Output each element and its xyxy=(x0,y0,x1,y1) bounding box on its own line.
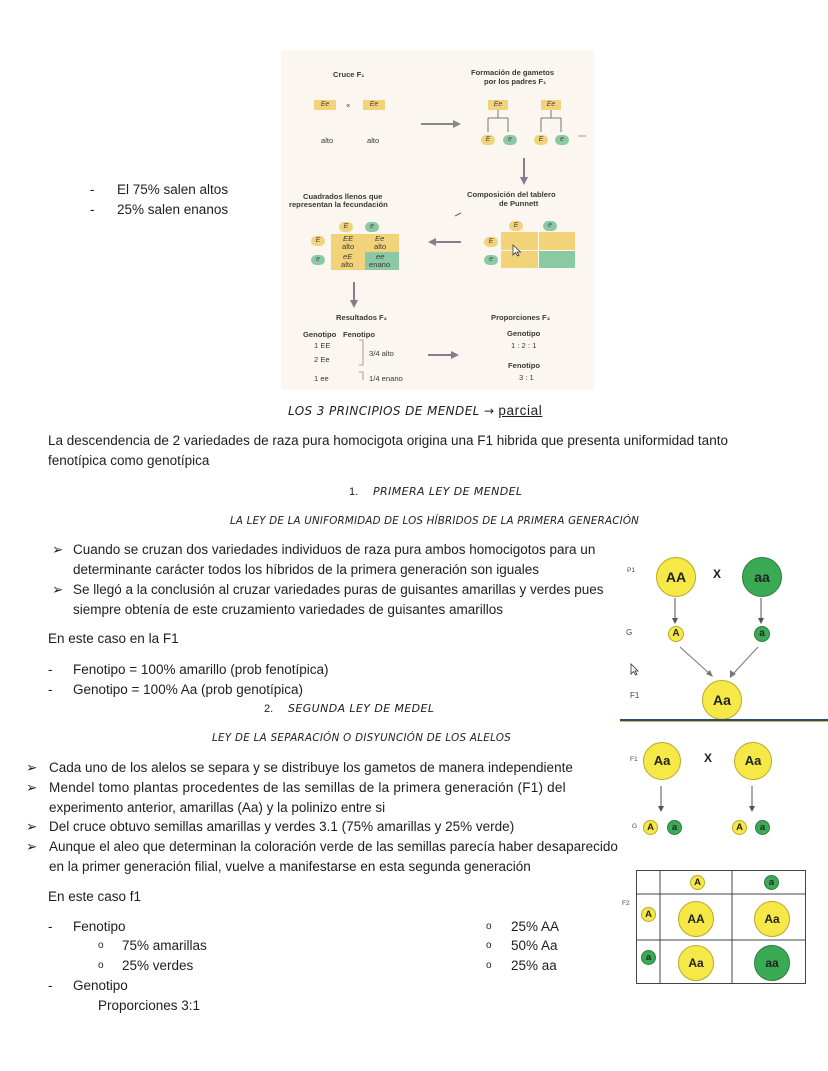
sec1-bullet-2-line-2: siempre obtenía de este cruzamiento variedades de guisantes amarillos xyxy=(73,602,503,617)
mendel-cross-figure xyxy=(281,50,594,390)
cell-ee-enano: enano xyxy=(369,260,391,269)
figure-cruce-title: Cruce F₁ xyxy=(333,70,365,79)
parent-AA-circle: AA xyxy=(656,557,696,597)
f1-Aa-circle: Aa xyxy=(702,680,742,720)
fenotipo-item-2: 25% verdes xyxy=(122,958,194,973)
cell-EE: EE xyxy=(343,234,354,243)
sec2-bullet-2-line-2: experimento anterior, amarillas (Aa) y la polinizo entre si xyxy=(49,800,386,815)
proporciones: Proporciones 3:1 xyxy=(98,998,201,1013)
circle-bullet: o xyxy=(98,960,104,971)
sec2-bullet-2-line-1: Mendel tomo plantas procedentes de las semillas de la primera generación (F1) del xyxy=(49,780,566,795)
main-title-link[interactable]: parcial xyxy=(498,403,543,418)
f2-punnett-square xyxy=(636,870,806,984)
prop-feno-val: 3 : 1 xyxy=(519,373,534,382)
cross-x: X xyxy=(704,751,713,765)
cell-eE-alto: alto xyxy=(341,260,354,269)
f2-cell-AA: AA xyxy=(678,901,714,937)
bullet-dash: - xyxy=(48,978,53,993)
cell-Ee: Ee xyxy=(375,234,385,243)
genotipo-item-2: 50% Aa xyxy=(511,938,558,953)
circle-bullet: o xyxy=(486,940,492,951)
gamete-A-circle: A xyxy=(668,626,684,642)
arrow-bullet: ➢ xyxy=(26,780,38,795)
empty-grid-right-top xyxy=(539,232,575,250)
f2-cell-aa: aa xyxy=(754,945,790,981)
f2-col-A: A xyxy=(690,875,705,890)
f2-col-a: a xyxy=(764,875,779,890)
result-2Ee: 2 Ee xyxy=(314,355,330,364)
genotipo-col: Genotipo xyxy=(303,330,337,339)
arrow-bullet: ➢ xyxy=(26,839,38,854)
label-g: G xyxy=(632,823,638,830)
cell-ee: ee xyxy=(376,252,385,261)
arrow-bullet: ➢ xyxy=(52,582,64,597)
gamete-a-right: a xyxy=(755,820,770,835)
genotipo-label: Genotipo xyxy=(73,978,128,993)
sec1-genotipo: Genotipo = 100% Aa (prob genotípica) xyxy=(73,682,304,697)
empty-side-E: E xyxy=(484,237,498,247)
empty-top-e: e xyxy=(543,221,557,231)
bullet-dash: - xyxy=(48,919,53,934)
sec2-number: 2. xyxy=(264,703,274,715)
f2-cell-Aa-bottom: Aa xyxy=(678,945,714,981)
gamete-A-right: A xyxy=(732,820,747,835)
cross-x: X xyxy=(713,567,722,581)
figure-gametos-title-1: Formación de gametos xyxy=(471,68,555,77)
sec1-subtitle: LA LEY DE LA UNIFORMIDAD DE LOS HÍBRIDOS DE LA PRIMERA GENERACIÓN xyxy=(230,515,640,527)
label-f1: F1 xyxy=(630,756,638,763)
sec1-case: En este caso en la F1 xyxy=(48,631,179,646)
label-p1: P1 xyxy=(627,567,635,574)
resultados-title: Resultados F₂ xyxy=(336,313,388,322)
intro-line-2: fenotípica como genotípica xyxy=(48,453,210,468)
circle-bullet: o xyxy=(486,921,492,932)
f2-row-a: a xyxy=(641,950,656,965)
result-1EE: 1 EE xyxy=(314,341,331,350)
arrow-bullet: ➢ xyxy=(26,760,38,775)
genotipo-item-3: 25% aa xyxy=(511,958,557,973)
second-law-diagram xyxy=(618,734,828,844)
gamete-a-left: a xyxy=(667,820,682,835)
result-alto: 3/4 alto xyxy=(369,349,394,358)
first-law-diagram xyxy=(618,552,828,722)
parent-Aa-left: Aa xyxy=(643,742,681,780)
gamete-E-2: E xyxy=(534,135,548,145)
grid-divider xyxy=(538,232,539,268)
alto-right: alto xyxy=(367,136,380,145)
parent-aa-circle: aa xyxy=(742,557,782,597)
gamete-e-2: e xyxy=(555,135,569,145)
prop-fenotipo: Fenotipo xyxy=(508,361,541,370)
result-enano: 1/4 enano xyxy=(369,374,403,383)
cursor-icon xyxy=(512,244,522,257)
sec2-subtitle: LEY DE LA SEPARACIÓN O DISYUNCIÓN DE LOS ALELOS xyxy=(212,732,512,744)
arrow-bullet: ➢ xyxy=(26,819,38,834)
fenotipo-label: Fenotipo xyxy=(73,919,126,934)
cuadrados-title-1: Cuadrados llenos que xyxy=(303,192,383,201)
top-bullet-1: El 75% salen altos xyxy=(117,182,229,197)
f2-row-A: A xyxy=(641,907,656,922)
sec2-bullet-1: Cada uno de los alelos se separa y se distribuye los gametos de manera independiente xyxy=(49,760,573,775)
main-title-text: LOS 3 PRINCIPIOS DE MENDEL → xyxy=(288,404,495,418)
sec2-bullet-4-line-2: en la primer generación filial, vuelve a manifestarse en esta segunda generación xyxy=(49,859,531,874)
gamete-parent-left: Ee xyxy=(488,100,508,110)
proporciones-title: Proporciones F₂ xyxy=(491,313,551,322)
figure-gametos-title-2: por los padres F₁ xyxy=(484,77,547,86)
label-f2: F2 xyxy=(622,900,630,907)
sec1-number: 1. xyxy=(349,486,359,498)
prop-geno-val: 1 : 2 : 1 xyxy=(511,341,537,350)
bullet-dash: - xyxy=(90,182,95,197)
composicion-title-2: de Punnett xyxy=(499,199,539,208)
fenotipo-col: Fenotipo xyxy=(343,330,376,339)
bullet-dash: - xyxy=(48,682,53,697)
composicion-title-1: Composición del tablero xyxy=(467,190,556,199)
empty-grid-right-bottom xyxy=(539,250,575,268)
cross-symbol: × xyxy=(346,101,351,110)
f2-cell-Aa-top: Aa xyxy=(754,901,790,937)
result-1ee: 1 ee xyxy=(314,374,329,383)
prop-genotipo: Genotipo xyxy=(507,329,541,338)
circle-bullet: o xyxy=(98,940,104,951)
fenotipo-item-1: 75% amarillas xyxy=(122,938,207,953)
gamete-A-left: A xyxy=(643,820,658,835)
gamete-e-1: e xyxy=(503,135,517,145)
punnett-top-E: E xyxy=(339,222,353,232)
sec1-bullet-2-line-1: Se llegó a la conclusión al cruzar variedades puras de guisantes amarillas y verdes pues xyxy=(73,582,604,597)
sec1-bullet-1-line-2: determinante carácter todos los híbridos de la primera generación son iguales xyxy=(73,562,540,577)
empty-top-E: E xyxy=(509,221,523,231)
sec2-case: En este caso f1 xyxy=(48,889,142,904)
parent-Aa-right: Aa xyxy=(734,742,772,780)
sec1-fenotipo: Fenotipo = 100% amarillo (prob fenotípica) xyxy=(73,662,329,677)
arrow-bullet: ➢ xyxy=(52,542,64,557)
gamete-a-circle: a xyxy=(754,626,770,642)
cell-eE: eE xyxy=(343,252,353,261)
top-bullet-2: 25% salen enanos xyxy=(117,202,229,217)
cell-Ee-alto: alto xyxy=(374,242,387,251)
cuadrados-title-2: representan la fecundación xyxy=(289,200,388,209)
cell-EE-alto: alto xyxy=(342,242,355,251)
gamete-E-1: E xyxy=(481,135,495,145)
intro-line-1: La descendencia de 2 variedades de raza pura homocigota origina una F1 hibrida que presenta uniformidad tanto xyxy=(48,433,728,448)
label-f1: F1 xyxy=(630,691,640,700)
alto-left: alto xyxy=(321,136,334,145)
punnett-side-E: E xyxy=(311,236,325,246)
sec2-bullet-3: Del cruce obtuvo semillas amarillas y verdes 3.1 (75% amarillas y 25% verde) xyxy=(49,819,515,834)
label-g: G xyxy=(626,628,633,637)
sec1-bullet-1-line-1: Cuando se cruzan dos variedades individuos de raza pura ambos homocigotos para un xyxy=(73,542,596,557)
sec1-title: PRIMERA LEY DE MENDEL xyxy=(373,485,523,498)
empty-side-e: e xyxy=(484,255,498,265)
main-title xyxy=(288,401,542,421)
bullet-dash: - xyxy=(90,202,95,217)
parent-right-chip: Ee xyxy=(363,100,385,110)
punnett-top-e: e xyxy=(365,222,379,232)
parent-left-chip: Ee xyxy=(314,100,336,110)
sec2-bullet-4-line-1: Aunque el aleo que determinan la coloración verde de las semillas parecía haber desaparecido xyxy=(49,839,618,854)
bullet-dash: - xyxy=(48,662,53,677)
punnett-side-e: e xyxy=(311,255,325,265)
sec2-title: SEGUNDA LEY DE MEDEL xyxy=(288,702,435,715)
gamete-parent-right: Ee xyxy=(541,100,561,110)
circle-bullet: o xyxy=(486,960,492,971)
genotipo-item-1: 25% AA xyxy=(511,919,560,934)
divider-line-accent xyxy=(620,721,828,722)
